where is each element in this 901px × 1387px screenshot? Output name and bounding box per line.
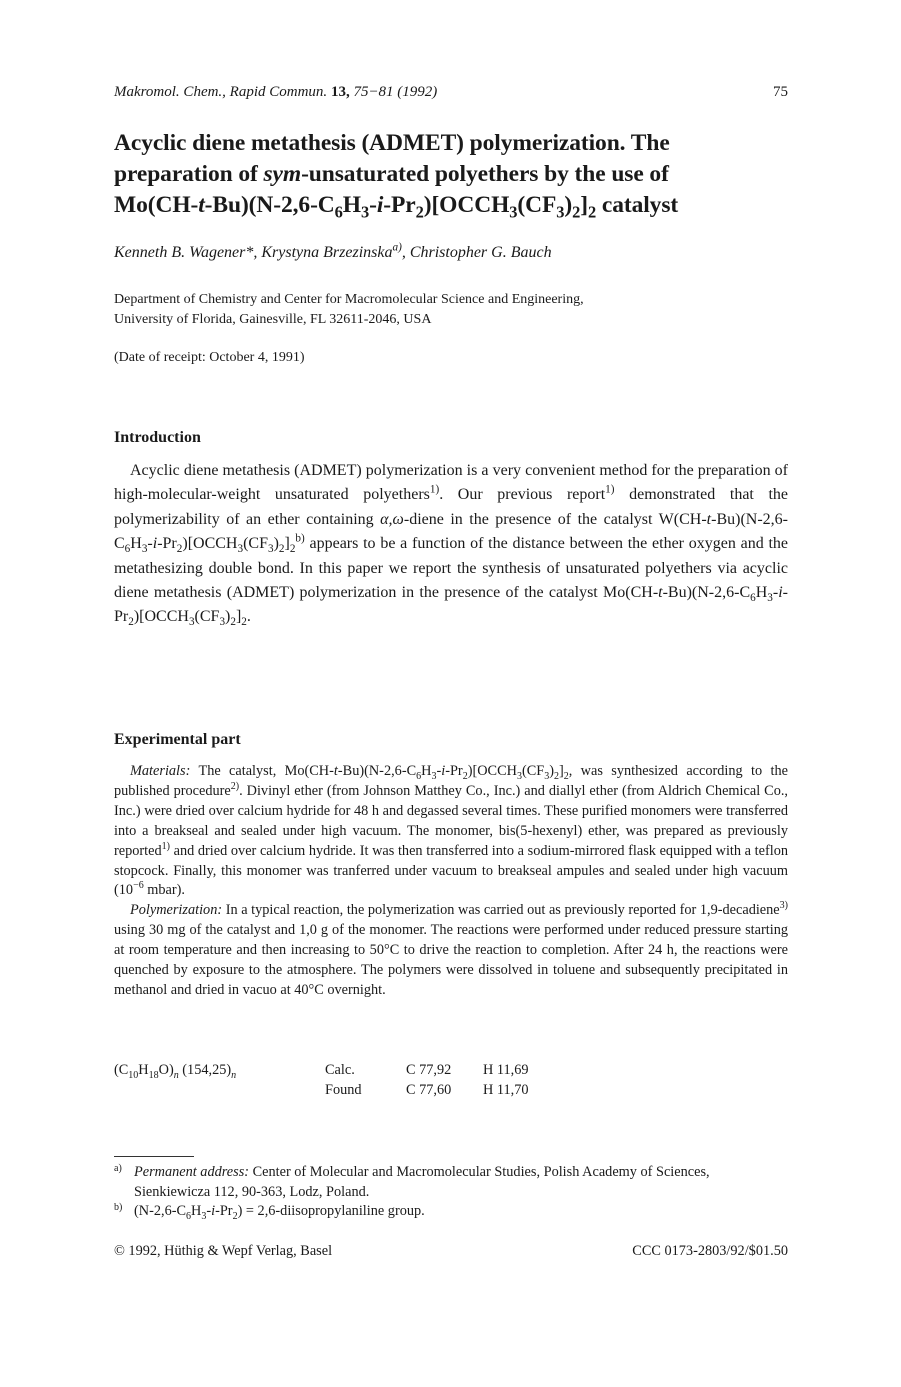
journal-name: Makromol. Chem., Rapid Commun. <box>114 84 328 100</box>
copyright: © 1992, Hüthig & Wepf Verlag, Basel <box>114 1243 333 1259</box>
reference: 1) <box>161 840 170 852</box>
text: appears to be a function of the distance between the ether oxygen and the metathesizing double bond. In this paper we report the synthesis of unsaturated polyethers via acyclic diene metathesis (ADMET) polymerization in the presence of the catalyst Mo(CH- <box>114 535 789 602</box>
greek: α,ω <box>380 510 404 528</box>
carbon-value: C 77,92 <box>406 1062 452 1078</box>
affiliation-line: University of Florida, Gainesville, FL 32611-2046, USA <box>114 312 432 327</box>
paragraph-polymerization <box>114 901 788 1001</box>
title-text: -unsaturated polyethers by the use of <box>301 161 669 187</box>
title-sym: sym <box>263 161 302 187</box>
footnote-text: = 2,6-diisopropylaniline group. <box>242 1203 425 1219</box>
reference: 3) <box>779 900 788 912</box>
row-label: Calc. <box>325 1062 355 1078</box>
text: Acyclic diene metathesis (ADMET) polymerization is a very convenient method for the preparation of high-molecular-weight unsaturated polyethers <box>114 462 788 504</box>
footnote-mark: b) <box>114 1202 123 1213</box>
footnote-text: Center of Molecular and Macromolecular Studies, Polish Academy of Sciences, Sienkiewicza 112, 90-363, Lodz, Poland. <box>134 1164 710 1200</box>
author-list <box>114 241 552 262</box>
text: using 30 mg of the catalyst and 1,0 g of the monomer. The reactions were performed under reduced pressure starting at room temperature and then increasing to 50°C to drive the reaction to completion. After 24 h, the reactions were quenched by exposure to the atmosphere. The polymers were dissolved in toluene and subsequently precipitated in methanol and dried in vacuo at 40°C overnight. <box>114 922 788 998</box>
text: -diene in the presence of the catalyst W(CH- <box>403 510 707 528</box>
row-label: Found <box>325 1082 362 1098</box>
text: , was synthesized according to the published procedure <box>114 763 788 799</box>
footnote-label: Permanent address: <box>134 1164 250 1180</box>
text: . Our previous report <box>439 486 606 504</box>
affiliation <box>114 290 584 330</box>
run-in-heading: Polymerization: <box>130 902 223 919</box>
carbon-value: C 77,60 <box>406 1082 452 1098</box>
footnote-mark: b) <box>295 532 305 545</box>
ccc-code: CCC 0173-2803/92/$01.50 <box>632 1243 788 1259</box>
title-line-3: $Mo(CH-t-Bu)(N-2,6-C_6H_3-i-Pr_2)[OCCH_3(CF_3)_2]_2$ catalyst <box>114 192 679 222</box>
title-text: preparation of <box>114 161 264 187</box>
formula: $(C_{10}H_{18}O)_n$ $(154,25)_n$ <box>114 1062 237 1081</box>
paper-title <box>114 128 804 221</box>
footnote-divider <box>114 1156 194 1157</box>
affiliation-line: Department of Chemistry and Center for Macromolecular Science and Engineering, <box>114 292 584 307</box>
authors-text: Kenneth B. Wagener*, Krystyna Brzezinska <box>114 244 393 261</box>
experimental-body <box>114 762 788 1001</box>
hydrogen-value: H 11,69 <box>483 1062 529 1078</box>
title-line-1: Acyclic diene metathesis (ADMET) polymerization. The <box>114 130 670 156</box>
introduction-body <box>114 459 788 630</box>
footnote-mark: a) <box>114 1163 122 1174</box>
section-heading-experimental: Experimental part <box>114 731 241 748</box>
text: demonstrated that the polymerizability of an ether containing <box>114 486 789 528</box>
reference: 2) <box>230 781 240 793</box>
footnotes <box>114 1163 788 1222</box>
volume: 13, <box>330 84 350 100</box>
footnote-a <box>114 1163 788 1202</box>
footnote-b: b) $(N-2,6-C_6H_3-i-Pr_2)$ = 2,6-diisopropylaniline group. <box>114 1202 788 1222</box>
receipt-date: (Date of receipt: October 4, 1991) <box>114 350 305 365</box>
run-in-heading: Materials: <box>130 763 191 779</box>
paragraph-materials: Materials: The catalyst, $Mo(CH-t-Bu)(N-2,6-C_6H_3-i-Pr_2)[OCCH_3(CF_3)_2]_2$, was synthesized according to the published procedure$^{2)}$. Divinyl ether (from Johnson Matthey Co., Inc.) and diallyl ether (from Aldrich Chemical Co., Inc.) were dried over calcium hydride for 48 h and degassed several times. These purified monomers were transferred into a breakseal and sealed under high vacuum. The monomer, bis(5-hexenyl) ether, was prepared as previously reported$^{1)}$ and dried over calcium hydride. It was then transferred into a sodium-mirrored flask equipped with a teflon stopcock. Finally, this monomer was tranferred under vacuum to breakseal ampules and sealed under high vacuum ($10^{-6}$ mbar). <box>114 763 788 899</box>
paragraph: Acyclic diene metathesis (ADMET) polymerization is a very convenient method for the preparation of high-molecular-weight unsaturated polyethers$^{1)}$. Our previous report$^{1)}$ demonstrated that the polymerizability of an ether containing α,ω-diene in the presence of the catalyst $W(CH-t-Bu)(N-2,6-C_6H_3-i-Pr_2)[OCCH_3(CF_3)_2]_2^{b)}$ appears to be a function of the distance between the ether oxygen and the metathesizing double bond. In this paper we report the synthesis of unsaturated polyethers via acyclic diene metathesis (ADMET) polymerization in the presence of the catalyst $Mo(CH-t-Bu)(N-2,6-C_6H_3-i-Pr_2)[OCCH_3(CF_3)_2]_2$. <box>114 462 789 629</box>
title-line-2 <box>114 159 804 190</box>
text: The catalyst, Mo(CH- <box>190 763 334 779</box>
text: mbar). <box>143 882 185 899</box>
text: and dried over calcium hydride. It was then transferred into a sodium-mirrored flask equipped with a teflon stopcock. Finally, this monomer was tranferred under vacuum to breakseal ampules and sealed under high vacuum (10 <box>114 842 788 899</box>
hydrogen-value: H 11,70 <box>483 1082 529 1098</box>
page-number: 75 <box>773 84 788 100</box>
exponent: −6 <box>133 880 144 892</box>
section-heading-introduction: Introduction <box>114 429 201 446</box>
reference: 1) <box>429 484 440 497</box>
reference: 1) <box>605 484 615 497</box>
title-text: catalyst <box>596 192 679 218</box>
pages-year: 75−81 (1992) <box>353 84 438 100</box>
authors-text: , Christopher G. Bauch <box>401 244 552 261</box>
running-header <box>114 84 437 101</box>
footnote-mark: a) <box>392 241 402 254</box>
molecular-weight: (154,25) <box>182 1062 232 1078</box>
text: . Divinyl ether (from Johnson Matthey Co., Inc.) and diallyl ether (from Aldrich Chemical Co., Inc.) were dried over calcium hydride for 48 h and degassed several times. These purified monomers were transferred into a breakseal and sealed under high vacuum. The monomer, bis(5-hexenyl) ether, was prepared as previously reported <box>114 782 788 859</box>
text: In a typical reaction, the polymerization was carried out as previously reported for 1,9-decadiene <box>222 902 780 919</box>
